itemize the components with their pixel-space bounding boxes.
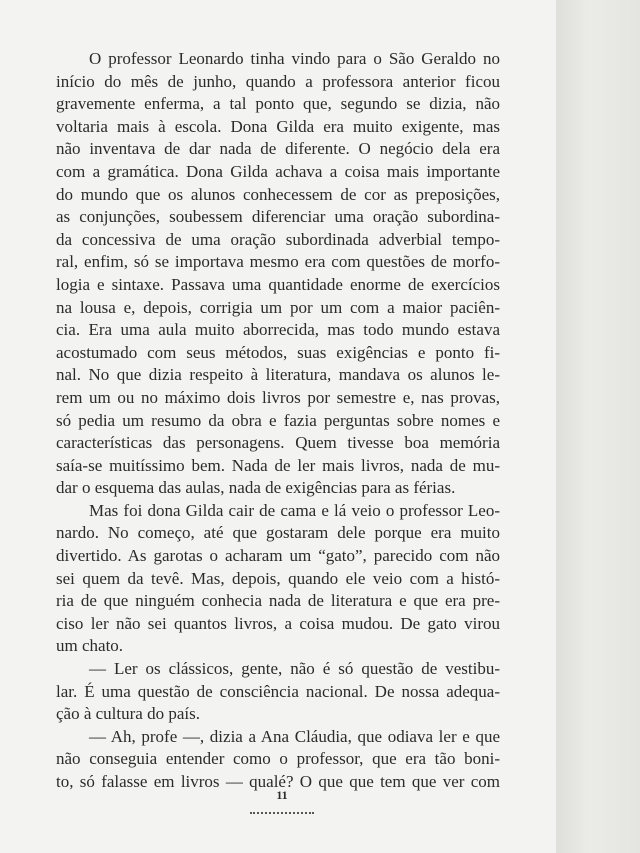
text-line: to, só falasse em livros — qualé? O que que tem que ver com (56, 772, 500, 791)
body-text (56, 48, 500, 794)
text-line: divertido. As garotas o acharam um “gato”, parecido com não (56, 546, 500, 566)
text-line: logia e sintaxe. Passava uma quantidade enorme de exercícios (56, 274, 500, 294)
page-number: 11 (276, 788, 288, 802)
text-line: voltaria mais à escola. Dona Gilda era muito exigente, mas (56, 116, 500, 136)
text-line: ral, enfim, só se importava mesmo era com questões de morfo- (56, 252, 500, 272)
text-line: cia. Era uma aula muito aborrecida, mas todo mundo estava (56, 320, 500, 340)
text-line: não conseguia entender como o professor, que era tão boni- (56, 749, 500, 769)
text-line: nal. No que dizia respeito à literatura, mandava os alunos le- (56, 365, 500, 385)
page-number-dotted-rule (250, 812, 314, 814)
text-line: da concessiva de uma oração subordinada adverbial tempo- (56, 229, 500, 249)
text-line: gravemente enferma, a tal ponto que, segundo se dizia, não (56, 94, 500, 114)
text-line: lar. É uma questão de consciência nacional. De nossa adequa- (56, 681, 500, 701)
text-line: um chato. (56, 636, 124, 656)
text-line: sei quem da tevê. Mas, depois, quando ele veio com a histó- (56, 568, 500, 588)
text-line: do mundo que os alunos conhecessem de cor as preposições, (56, 184, 500, 204)
text-line: ciso ler não sei quantos livros, a coisa mudou. De gato virou (56, 613, 500, 633)
text-line: só pedia um resumo da obra e fazia perguntas sobre nomes e (56, 410, 500, 430)
text-line: O professor Leonardo tinha vindo para o São Geraldo no (89, 49, 500, 68)
text-line: não inventava de dar nada de diferente. O negócio dela era (56, 139, 500, 159)
text-line: — Ah, profe —, dizia a Ana Cláudia, que odiava ler e que (89, 726, 500, 746)
text-line: início do mês de junho, quando a professora anterior ficou (56, 71, 500, 91)
text-line: saía-se muitíssimo bem. Nada de ler mais livros, nada de mu- (56, 455, 500, 475)
text-line: dar o esquema das aulas, nada de exigências para as férias. (56, 478, 456, 498)
text-line: características das personagens. Quem tivesse boa memória (56, 433, 500, 453)
text-line: na lousa e, depois, corrigia um por um com a maior paciên- (56, 297, 500, 317)
text-line: acostumado com seus métodos, suas exigências e ponto fi- (56, 342, 500, 362)
text-line: ria de que ninguém conhecia nada de literatura e que era pre- (56, 591, 500, 611)
page-edge (556, 0, 640, 853)
text-line: Mas foi dona Gilda cair de cama e lá veio o professor Leo- (89, 500, 500, 520)
text-line: ção à cultura do país. (56, 704, 200, 724)
text-line: as conjunções, soubessem diferenciar uma oração subordina- (56, 207, 500, 227)
text-line: — Ler os clássicos, gente, não é só questão de vestibu- (89, 659, 500, 679)
text-line: com a gramática. Dona Gilda achava a coisa mais importante (56, 161, 500, 181)
text-line: nardo. No começo, até que gostaram dele porque era muito (56, 523, 500, 543)
text-line: rem um ou no máximo dois livros por semestre e, nas provas, (56, 387, 500, 407)
